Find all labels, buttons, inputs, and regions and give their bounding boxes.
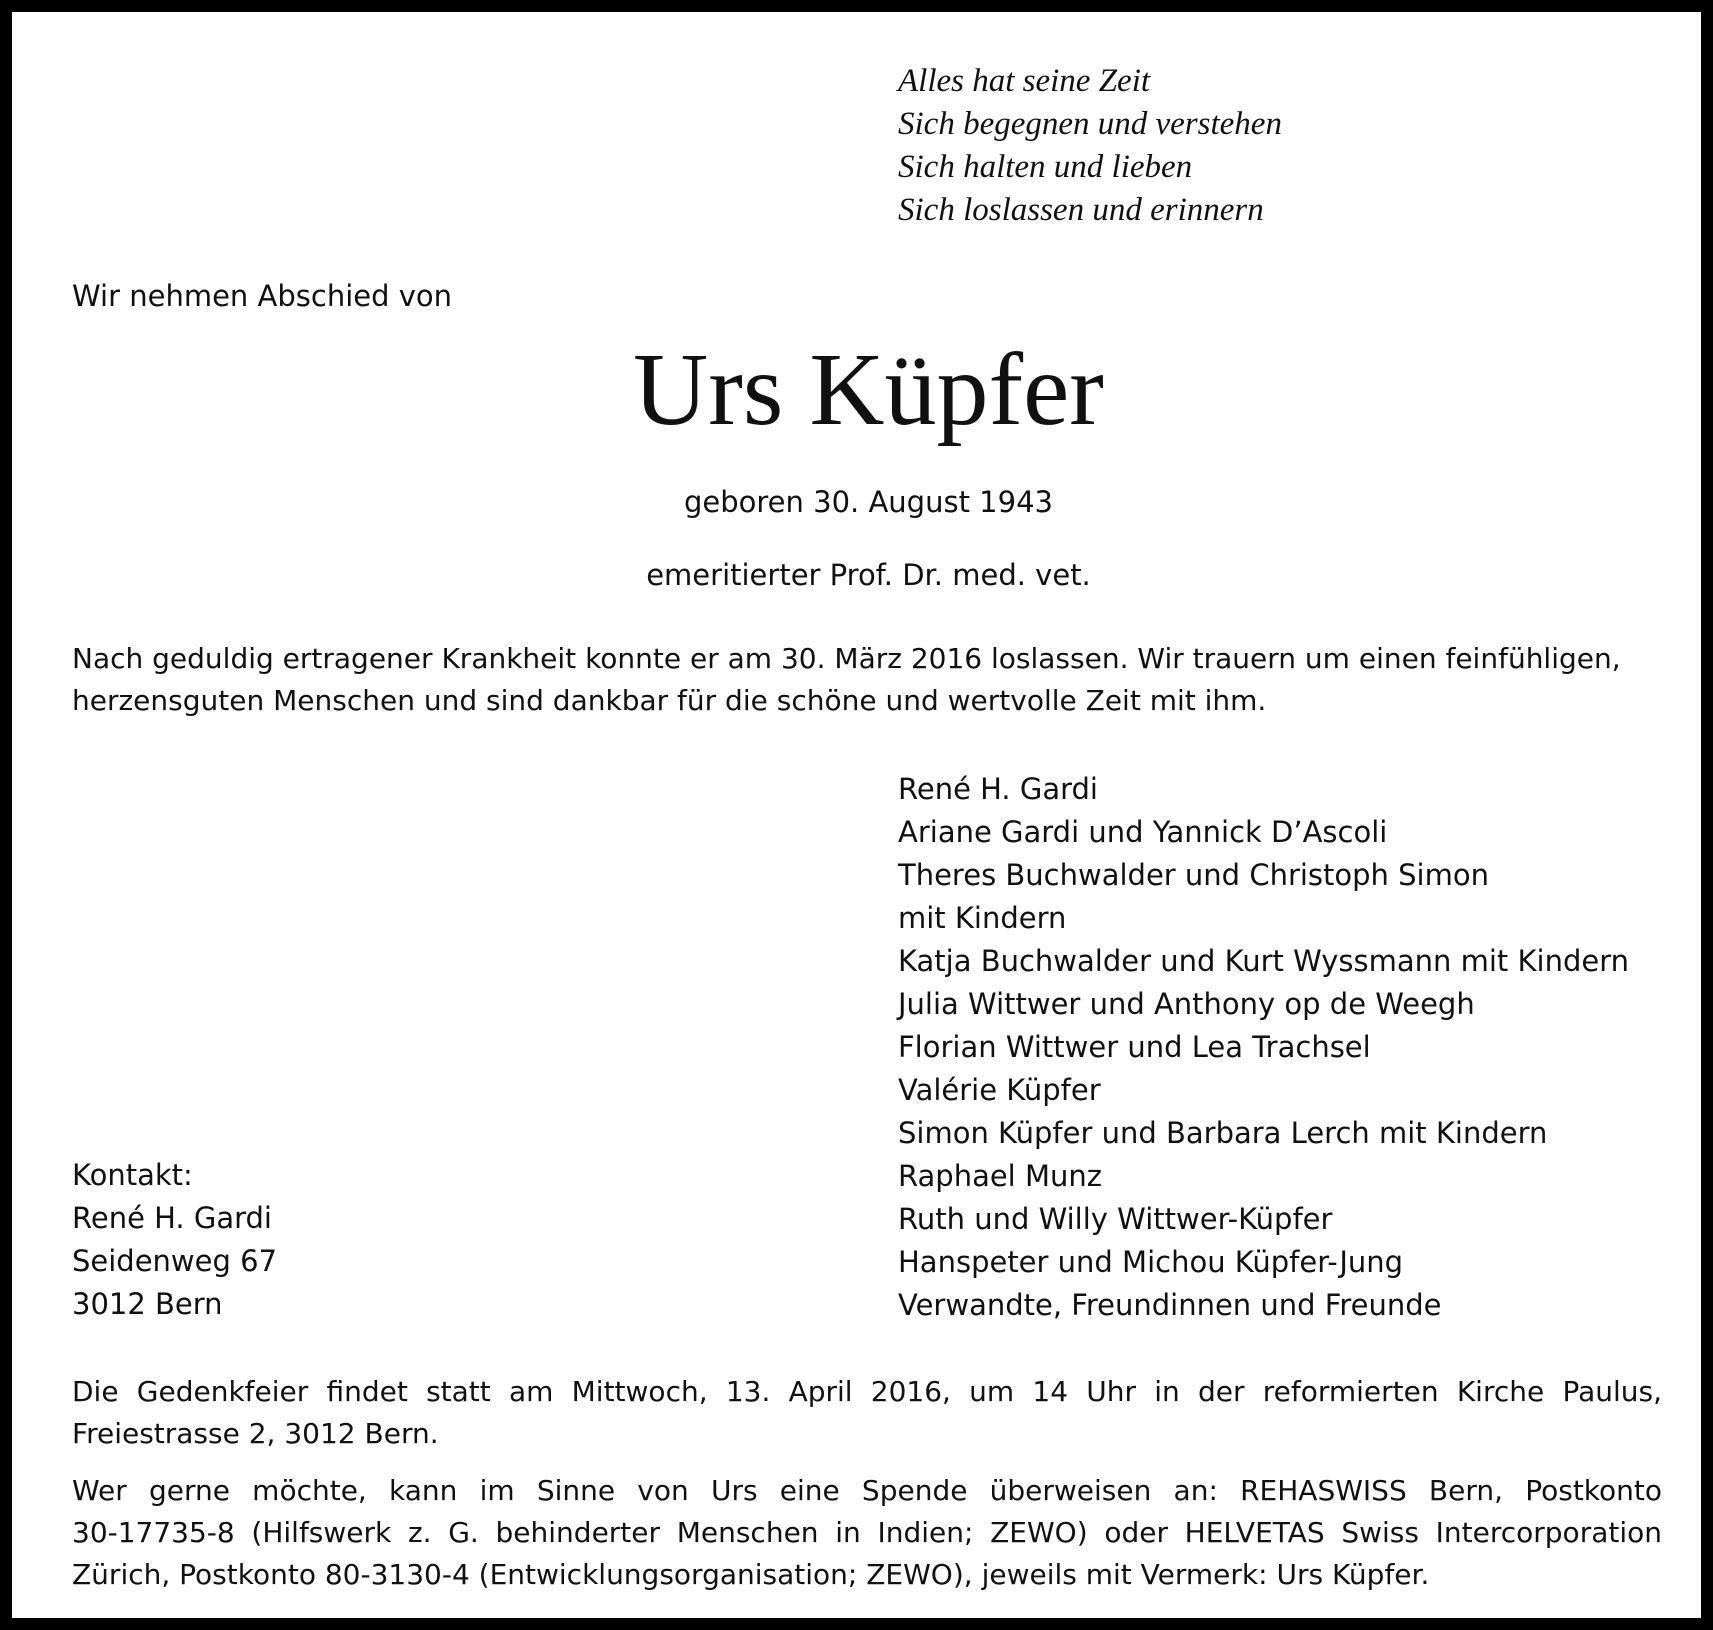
poem-line: Sich begegnen und verstehen (898, 106, 1282, 142)
poem (898, 60, 1282, 232)
paragraph-line: Zürich, Postkonto 80-3130-4 (Entwicklungsorganisation; ZEWO), jeweils mit Vermerk: Urs Küpfer. (72, 1558, 1430, 1591)
paragraph-memorial-service (72, 1371, 1662, 1455)
poem-line: Alles hat seine Zeit (898, 63, 1151, 99)
mourner-line: Florian Wittwer und Lea Trachsel (898, 1030, 1371, 1064)
paragraph-donations (72, 1470, 1662, 1596)
poem-line: Sich halten und lieben (898, 149, 1193, 185)
mourner-line: Theres Buchwalder und Christoph Simon (898, 858, 1489, 892)
mourner-line: Simon Küpfer und Barbara Lerch mit Kindern (898, 1116, 1548, 1150)
contact-name: René H. Gardi (72, 1201, 272, 1235)
mourner-line: René H. Gardi (898, 772, 1098, 806)
paragraph-line: herzensguten Menschen und sind dankbar für die schöne und wertvolle Zeit mit ihm. (72, 684, 1267, 717)
contact-street: Seidenweg 67 (72, 1244, 278, 1278)
deceased-name: Urs Küpfer (633, 332, 1104, 447)
contact-city: 3012 Bern (72, 1287, 223, 1321)
paragraph-farewell (72, 638, 1662, 722)
poem-line: Sich loslassen und erinnern (898, 192, 1264, 228)
mourner-line: Raphael Munz (898, 1159, 1102, 1193)
academic-title: emeritierter Prof. Dr. med. vet. (646, 558, 1091, 592)
intro-text: Wir nehmen Abschied von (72, 279, 453, 313)
mourners-list (898, 768, 1629, 1327)
paragraph-line: Nach geduldig ertragener Krankheit konnte er am 30. März 2016 loslassen. Wir trauern um einen feinfühligen, (72, 642, 1621, 675)
mourner-line: Hanspeter und Michou Küpfer-Jung (898, 1245, 1404, 1279)
mourner-line: mit Kindern (898, 901, 1067, 935)
mourner-line: Valérie Küpfer (898, 1073, 1101, 1107)
mourner-line: Verwandte, Freundinnen und Freunde (898, 1288, 1442, 1322)
mourner-line: Julia Wittwer und Anthony op de Weegh (898, 987, 1475, 1021)
paragraph-line: Die Gedenkfeier findet statt am Mittwoch, 13. April 2016, um 14 Uhr in der reformierten Kirche Paulus, (72, 1375, 1662, 1408)
mourner-line: Ariane Gardi und Yannick D’Ascoli (898, 815, 1388, 849)
mourner-line: Katja Buchwalder und Kurt Wyssmann mit Kindern (898, 944, 1630, 978)
paragraph-line: Wer gerne möchte, kann im Sinne von Urs eine Spende überweisen an: REHASWISS Bern, Postkonto (72, 1474, 1662, 1507)
mourner-line: Ruth und Willy Wittwer-Küpfer (898, 1202, 1333, 1236)
birth-date: geboren 30. August 1943 (684, 485, 1053, 519)
paragraph-line: Freiestrasse 2, 3012 Bern. (72, 1417, 439, 1450)
contact-heading: Kontakt: (72, 1158, 193, 1192)
contact-block (72, 1154, 277, 1326)
paragraph-line: 30-17735-8 (Hilfswerk z. G. behinderter Menschen in Indien; ZEWO) oder HELVETAS Swiss Intercorporation (72, 1516, 1662, 1549)
